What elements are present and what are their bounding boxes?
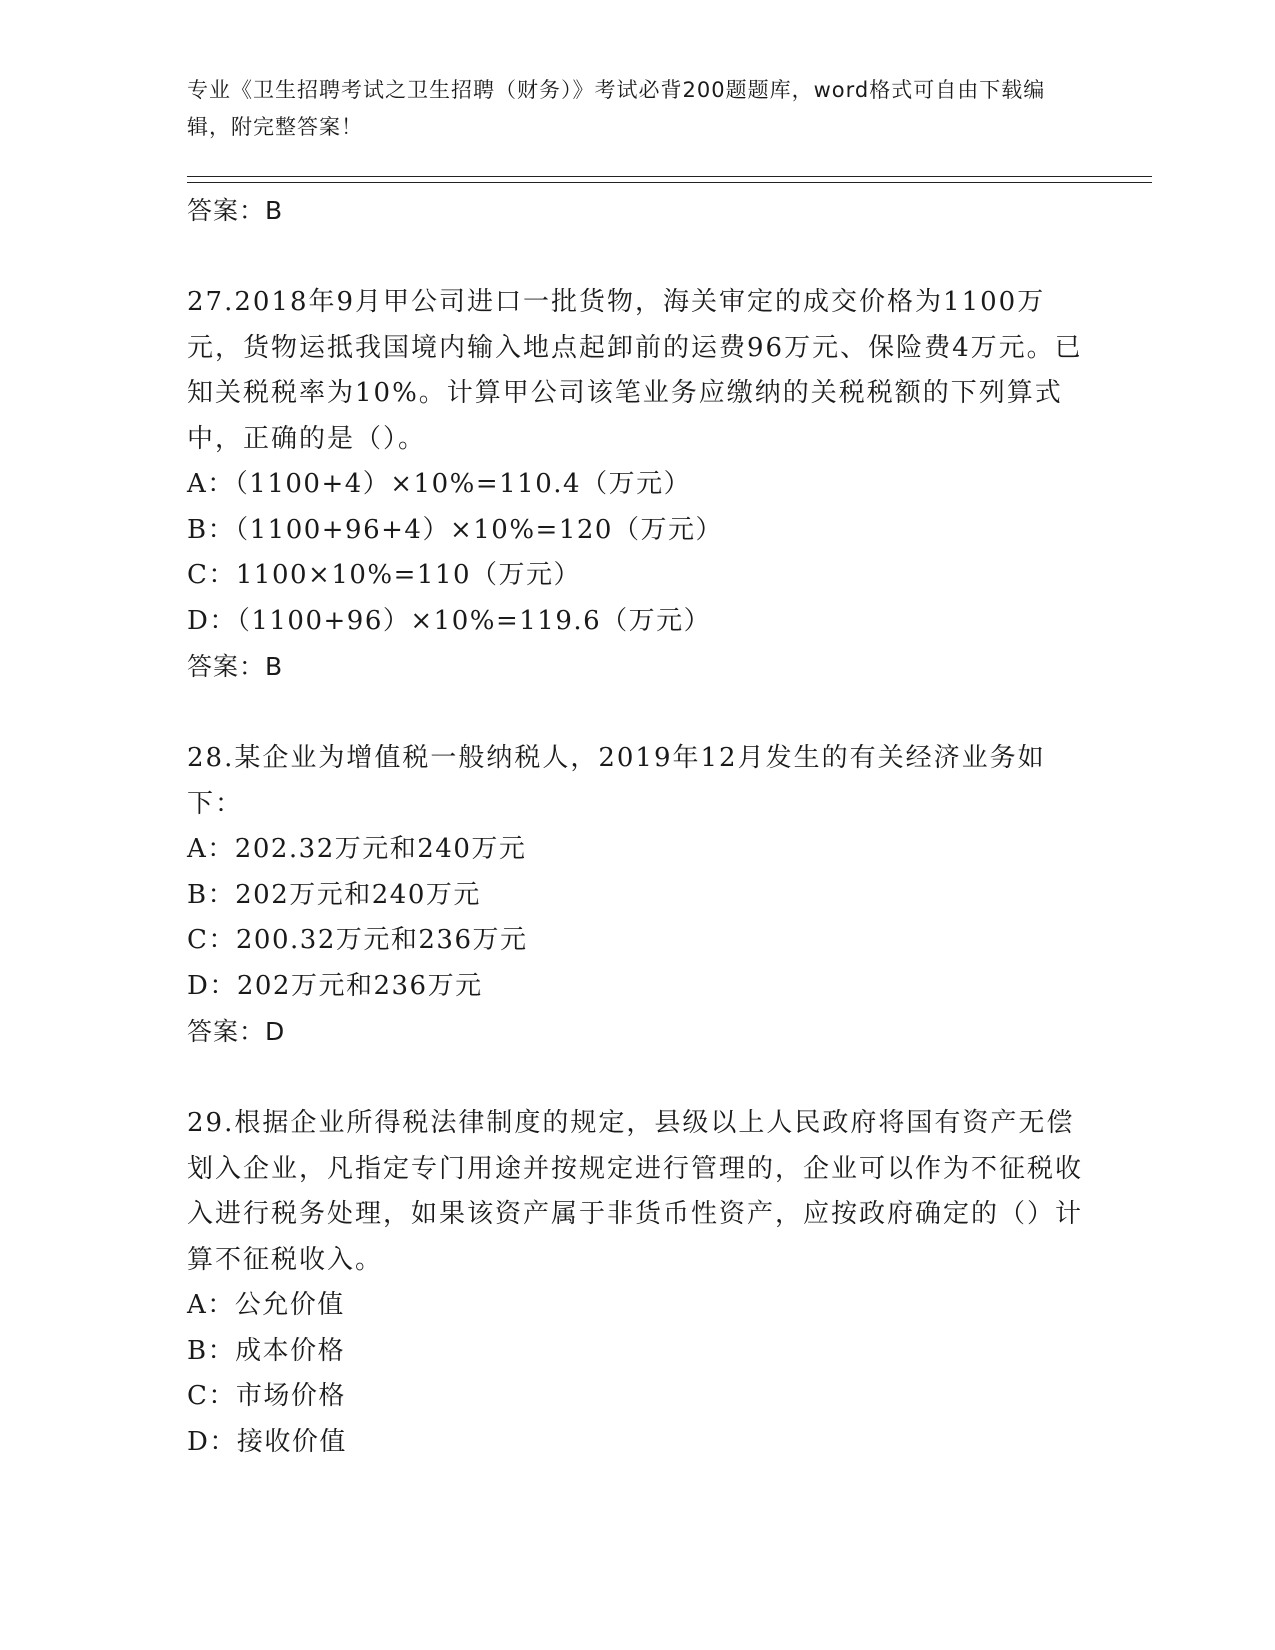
question-list bbox=[187, 188, 1087, 1465]
option-d: D：（1100+96）×10%=119.6（万元） bbox=[187, 605, 712, 636]
answer-line: 答案：B bbox=[187, 652, 284, 681]
option-a: A：（1100+4）×10%=110.4（万元） bbox=[187, 469, 692, 499]
option-b: B：（1100+96+4）×10%=120（万元） bbox=[187, 514, 723, 545]
header-divider-bottom bbox=[187, 182, 1152, 183]
question-stem: 27.2018年9月甲公司进口一批货物，海关审定的成交价格为1100万元，货物运抵我国境内输入地点起卸前的运费96万元、保险费4万元。已知关税税率为10%。计算甲公司该笔业务应缴纳的关税税额的下列算式中，正确的是（）。 bbox=[187, 287, 1083, 454]
question-stem: 29.根据企业所得税法律制度的规定，县级以上人民政府将国有资产无偿划入企业，凡指定专门用途并按规定进行管理的，企业可以作为不征税收入进行税务处理，如果该资产属于非货币性资产，应按政府确定的（）计算不征税收入。 bbox=[187, 1108, 1084, 1275]
document-header: 专业《卫生招聘考试之卫生招聘（财务）》考试必背200题题库，word格式可自由下载编辑，附完整答案！ bbox=[187, 78, 1046, 139]
answer-line: 答案：B bbox=[187, 196, 284, 225]
option-d: D：202万元和236万元 bbox=[187, 970, 483, 1001]
option-c: C：1100×10%=110（万元） bbox=[187, 560, 582, 590]
answer-line: 答案：D bbox=[187, 1017, 286, 1046]
header-divider-top bbox=[187, 176, 1152, 177]
option-c: C：市场价格 bbox=[187, 1381, 346, 1411]
option-a: A：202.32万元和240万元 bbox=[187, 834, 527, 864]
option-d: D：接收价值 bbox=[187, 1426, 347, 1457]
option-a: A：公允价值 bbox=[187, 1290, 345, 1320]
question-stem: 28.某企业为增值税一般纳税人，2019年12月发生的有关经济业务如下： bbox=[187, 743, 1046, 819]
option-b: B：202万元和240万元 bbox=[187, 879, 481, 910]
option-c: C：200.32万元和236万元 bbox=[187, 925, 528, 955]
option-b: B：成本价格 bbox=[187, 1335, 346, 1366]
